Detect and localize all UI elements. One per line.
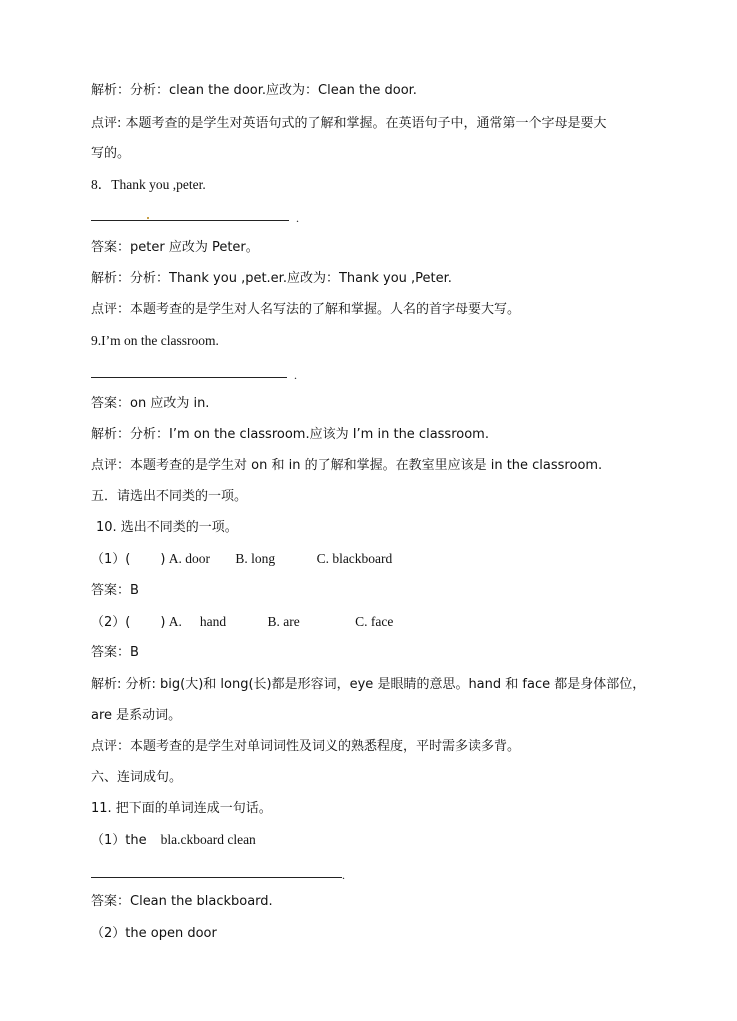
q1-paren: ) [160, 552, 166, 567]
answer-8: 答案：peter 应改为 Peter。 [91, 240, 259, 255]
answer-9: 答案：on 应改为 in. [91, 396, 210, 411]
comment-line-10: 点评：本题考查的是学生对单词词性及词义的熟悉程度，平时需多读多背。 [91, 739, 521, 754]
comment-line-9: 点评：本题考查的是学生对 on 和 in 的了解和掌握。在教室里应该是 in the classroom. [91, 458, 603, 473]
answer-10-1: 答案：B [91, 583, 139, 598]
q2-paren: ) [160, 615, 166, 630]
analysis-line-9: 解析：分析：I’m on the classroom.应该为 I’m in the classroom. [91, 427, 489, 442]
analysis-line-8: 解析：分析：Thank you ,pet.er.应改为：Thank you ,Peter. [91, 271, 452, 286]
answer-blank-8 [91, 220, 289, 221]
analysis-line-1: 解析：分析：clean the door.应改为：Clean the door. [91, 83, 417, 98]
comment-line-8: 点评：本题考查的是学生对人名写法的了解和掌握。人名的首字母要大写。 [91, 302, 521, 317]
answer-11-1: 答案：Clean the blackboard. [91, 894, 273, 909]
question-10: 10. 选出不同类的一项。 [96, 520, 238, 535]
comment-line-1-cont: 写的。 [91, 146, 131, 161]
blank-end-dot: . [342, 868, 345, 882]
comment-line-1: 点评: 本题考查的是学生对英语句式的了解和掌握。在英语句子中，通常第一个字母是要大 [91, 116, 607, 131]
q3-number: （1）the [91, 833, 147, 848]
q2-option-c: C. face [355, 614, 394, 629]
answer-blank-9 [91, 377, 287, 378]
analysis-line-10: 解析: 分析: big(大)和 long(长)都是形容词，eye 是眼睛的意思。hand 和 face 都是身体部位， [91, 677, 646, 692]
question-11: 11. 把下面的单词连成一句话。 [91, 801, 272, 816]
q2-option-a: A. [168, 614, 182, 629]
q3-words: bla.ckboard clean [160, 832, 256, 847]
q1-option-b: B. long [235, 551, 276, 566]
analysis-line-10-cont: are 是系动词。 [91, 708, 182, 723]
blank-end-dot: . [294, 368, 297, 382]
question-10-1 [91, 550, 392, 569]
answer-10-2: 答案：B [91, 645, 139, 660]
stray-mark [147, 217, 149, 219]
question-9: 9.I’m on the classroom. [91, 333, 219, 348]
question-11-1 [91, 831, 256, 850]
section-6-heading: 六、连词成句。 [91, 770, 183, 785]
q2-number: （2）( [91, 615, 131, 630]
q2-option-a-word: hand [199, 614, 227, 629]
answer-blank-11-1 [91, 877, 342, 878]
question-8: 8．Thank you ,peter. [91, 177, 206, 192]
q2-option-b: B. are [267, 614, 300, 629]
q1-option-c: C. blackboard [316, 551, 393, 566]
question-11-2: （2）the open door [91, 926, 217, 941]
section-5-heading: 五．请选出不同类的一项。 [91, 489, 248, 504]
q1-option-a: A. door [168, 551, 211, 566]
question-10-2 [91, 613, 393, 632]
q1-number: （1）( [91, 552, 131, 567]
blank-end-dot: . [296, 211, 299, 225]
